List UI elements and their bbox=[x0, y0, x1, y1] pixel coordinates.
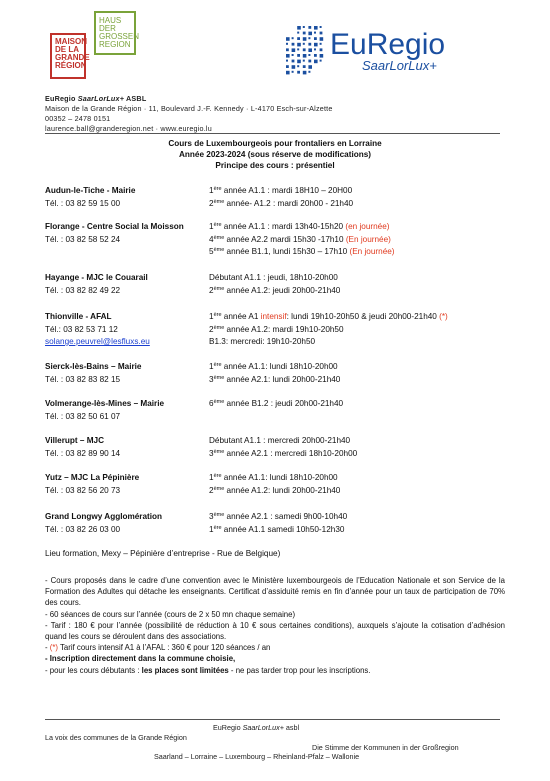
header-address: Maison de la Grande Région · 11, Boulevard J.-F. Kennedy · L-4170 Esch-sur-Alzette bbox=[45, 104, 333, 113]
town-name: Volmerange-lès-Mines – Mairie bbox=[45, 399, 165, 408]
course-schedule bbox=[209, 361, 340, 386]
footer-left-tagline: La voix des communes de la Grande Région bbox=[45, 733, 187, 742]
svg-text:DER: DER bbox=[99, 24, 116, 33]
course-schedule bbox=[209, 472, 340, 497]
note-tarif: - Tarif : 180 € pour l’année (possibilité de réduction à 10 € sous certaines conditions), auxquels s’ajoute la cotisation d’adhésion quand les cours se déroulent dans des associations. bbox=[45, 620, 505, 642]
footer-right-tagline: Die Stimme der Kommunen in der Großregion bbox=[312, 743, 459, 752]
page-title: Cours de Luxembourgeois pour frontaliers en Lorraine bbox=[168, 139, 382, 148]
euregio-sub-wordmark: SaarLorLux+ bbox=[362, 58, 437, 73]
town-phone: Tél. : 03 82 59 15 00 bbox=[45, 198, 121, 208]
course-line: 1ère année A1.1: lundi 18h10-20h00 bbox=[209, 362, 338, 371]
note-inscription: - Inscription directement dans la commune choisie, bbox=[45, 654, 236, 664]
note-places: - pour les cours débutants : les places sont limitées - ne pas tarder trop pour les inscriptions. bbox=[45, 665, 371, 675]
svg-text:RÉGION: RÉGION bbox=[55, 61, 87, 70]
svg-text:REGION: REGION bbox=[99, 40, 131, 49]
maison-word: MAISON bbox=[55, 37, 87, 46]
footer-regions: Saarland – Lorraine – Luxembourg – Rheinland-Pfalz – Wallonie bbox=[154, 752, 360, 761]
longwy-place: Lieu formation, Mexy – Pépinière d’entreprise - Rue de Belgique) bbox=[45, 549, 281, 558]
maison-grande-region-logo bbox=[47, 10, 139, 80]
header-phone: 00352 – 2478 0151 bbox=[45, 114, 111, 123]
euregio-wordmark: EuRegio bbox=[330, 28, 446, 61]
course-line: Débutant A1.1 : jeudi, 18h10-20h00 bbox=[209, 273, 338, 282]
course-line: 1ère année A1.1: lundi 18h10-20h00 bbox=[209, 473, 338, 482]
course-line: 3ème année A2.1 : samedi 9h00-10h40 bbox=[209, 512, 348, 521]
course-line: 2ème année- A1.2 : mardi 20h00 - 21h40 bbox=[209, 198, 354, 208]
town-block bbox=[45, 272, 148, 297]
course-line: 1ère année A1.1 : mardi 18H10 – 20H00 bbox=[209, 186, 353, 195]
town-phone: Tél. : 03 82 56 20 73 bbox=[45, 485, 121, 495]
svg-text:GRANDE: GRANDE bbox=[55, 53, 90, 62]
town-phone: Tél. : 03 82 58 52 24 bbox=[45, 234, 121, 244]
course-line: Débutant A1.1 : mercredi 20h00-21h40 bbox=[209, 436, 351, 445]
course-line: 1ère année A1.1 : mardi 13h40-15h20 (en journée) bbox=[209, 222, 390, 231]
course-line: B1.3: mercredi: 19h10-20h50 bbox=[209, 337, 316, 346]
svg-text:HAUS: HAUS bbox=[99, 16, 122, 25]
town-name: Grand Longwy Agglomération bbox=[45, 512, 163, 521]
footer-divider bbox=[45, 719, 500, 720]
town-phone: Tél. : 03 82 83 82 15 bbox=[45, 374, 121, 384]
note-intensif: - (*) Tarif cours intensif A1 à l’AFAL : 360 € pour 120 séances / an bbox=[45, 643, 271, 653]
course-schedule bbox=[209, 511, 347, 536]
course-schedule bbox=[209, 311, 448, 349]
course-line: 2ème année A1.2: jeudi 20h00-21h40 bbox=[209, 285, 341, 295]
note-convention: - Cours proposés dans le cadre d’une convention avec le Ministère luxembourgeois de l’Education Nationale et son Service de la Formation des Adultes qui détache les enseignants. Certificat d’assiduité remis en fin d’année pour un taux de participation de 70% des cours. bbox=[45, 576, 505, 608]
course-line: 1ère année A1 intensif: lundi 19h10-20h50 & jeudi 20h00-21h40 (*) bbox=[209, 312, 448, 321]
header-org: EuRegio SaarLorLux+ ASBL bbox=[45, 94, 147, 103]
town-name: Villerupt – MJC bbox=[45, 436, 104, 445]
course-line: 2ème année A1.2: mardi 19h10-20h50 bbox=[209, 324, 344, 334]
header-divider bbox=[45, 133, 500, 134]
town-block bbox=[45, 398, 164, 423]
page-principle: Principe des cours : présentiel bbox=[215, 161, 335, 170]
header-contact: laurence.ball@granderegion.net · www.euregio.lu bbox=[45, 124, 212, 133]
note-sessions: - 60 séances de cours sur l’année (cours de 2 x 50 mn chaque semaine) bbox=[45, 609, 296, 619]
course-schedule bbox=[209, 221, 395, 259]
footer-org: EuRegio SaarLorLux+ asbl bbox=[213, 723, 300, 732]
town-name: Yutz – MJC La Pépinière bbox=[45, 473, 140, 482]
email-link[interactable]: solange.peuvrel@lesfluxs.eu bbox=[45, 337, 150, 346]
town-name: Hayange - MJC le Couarail bbox=[45, 273, 148, 282]
town-block bbox=[45, 221, 184, 246]
course-schedule bbox=[209, 272, 340, 297]
course-line: 3ème année A2.1: lundi 20h00-21h40 bbox=[209, 374, 341, 384]
town-phone: Tél. : 03 82 50 61 07 bbox=[45, 411, 121, 421]
svg-text:DE LA: DE LA bbox=[55, 45, 79, 54]
course-line: 2ème année A1.2: lundi 20h00-21h40 bbox=[209, 485, 341, 495]
euregio-logo bbox=[282, 22, 492, 82]
course-line: 4ème année A2.2 mardi 15h30 -17h10 (En journée) bbox=[209, 234, 391, 244]
course-line: 3ème année A2.1 : mercredi 18h10-20h00 bbox=[209, 448, 358, 458]
town-phone: Tél. : 03 82 26 03 00 bbox=[45, 524, 121, 534]
course-line: 6ème année B1.2 : jeudi 20h00-21h40 bbox=[209, 399, 344, 408]
town-phone: Tél.: 03 82 53 71 12 bbox=[45, 324, 118, 334]
town-block bbox=[45, 185, 135, 210]
course-schedule bbox=[209, 398, 343, 411]
course-schedule bbox=[209, 185, 353, 210]
town-name: Sierck-lès-Bains – Mairie bbox=[45, 362, 142, 371]
town-name: Thionville - AFAL bbox=[45, 312, 112, 321]
town-phone: Tél. : 03 82 82 49 22 bbox=[45, 285, 121, 295]
town-name: Florange - Centre Social la Moisson bbox=[45, 222, 184, 231]
town-block bbox=[45, 311, 150, 349]
notes-section bbox=[45, 575, 505, 676]
course-line: 1ère année A1.1 samedi 10h50-12h30 bbox=[209, 524, 345, 534]
town-block bbox=[45, 435, 120, 460]
page-subtitle: Année 2023-2024 (sous réserve de modifications) bbox=[178, 150, 372, 159]
town-name: Audun-le-Tiche - Mairie bbox=[45, 186, 136, 195]
course-line: 5ème année B1.1, lundi 15h30 – 17h10 (En journée) bbox=[209, 247, 395, 256]
town-phone: Tél. : 03 82 89 90 14 bbox=[45, 448, 121, 458]
town-block bbox=[45, 472, 139, 497]
euregio-dot-grid-icon bbox=[286, 26, 323, 74]
town-block bbox=[45, 361, 141, 386]
svg-text:GROSSEN: GROSSEN bbox=[99, 32, 139, 41]
town-block bbox=[45, 511, 162, 536]
course-schedule bbox=[209, 435, 357, 460]
